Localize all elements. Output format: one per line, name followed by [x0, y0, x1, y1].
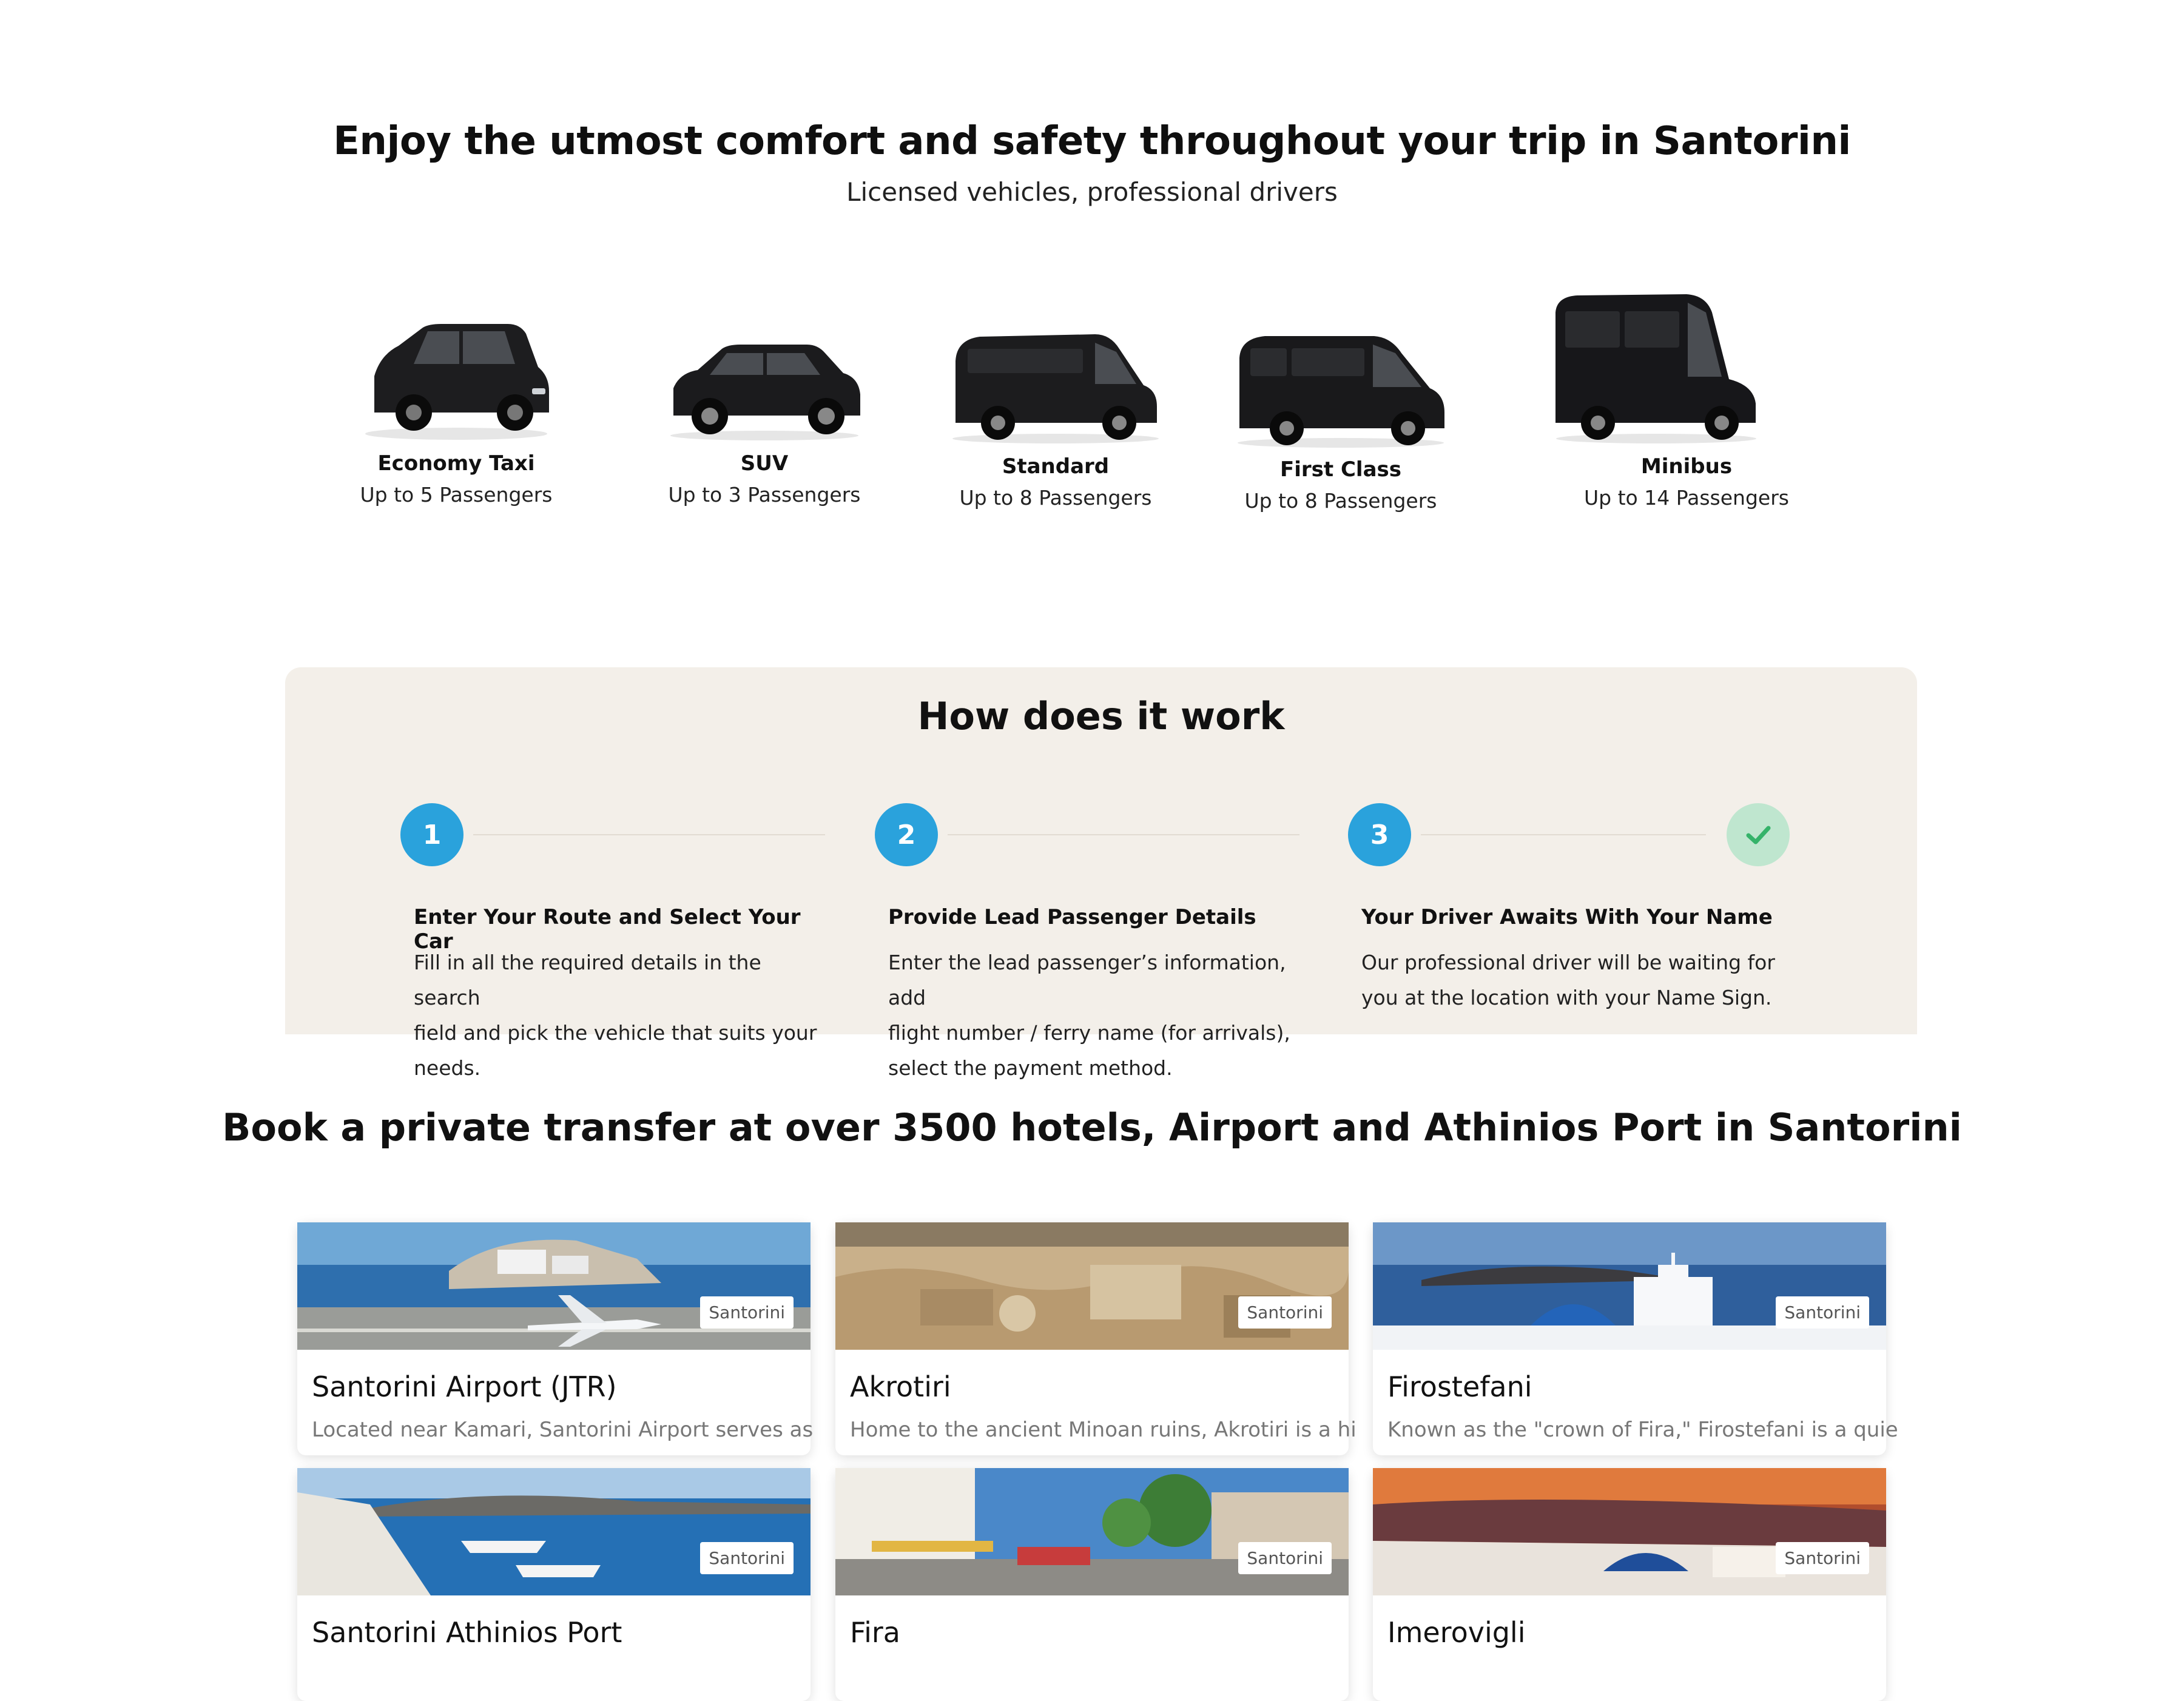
step-2-description: Enter the lead passenger’s information, add flight number / ferry name (for arrivals), select the payment method.	[888, 951, 1290, 1080]
standard-van-icon	[916, 276, 1195, 446]
destination-card-imerovigli[interactable]	[1373, 1468, 1886, 1701]
vehicle-economy-taxi	[317, 273, 596, 507]
vehicle-capacity: Up to 8 Passengers	[959, 486, 1152, 510]
vehicle-capacity: Up to 14 Passengers	[1584, 486, 1789, 510]
location-badge: Santorini	[1238, 1542, 1332, 1574]
suv-car-icon	[625, 273, 904, 443]
card-title: Santorini Athinios Port	[312, 1616, 622, 1649]
location-badge: Santorini	[700, 1296, 794, 1329]
vehicle-name: First Class	[1280, 457, 1401, 482]
destination-card-firostefani[interactable]	[1373, 1222, 1898, 1455]
step-connector	[473, 834, 825, 835]
book-title: Book a private transfer at over 3500 hotels, Airport and Athinios Port in Santorini	[222, 1105, 1962, 1150]
athinios-port-image	[297, 1468, 811, 1595]
economy-taxi-car-icon	[317, 273, 596, 443]
destination-card-airport[interactable]	[297, 1222, 814, 1455]
hero-subtitle: Licensed vehicles, professional drivers	[846, 177, 1338, 207]
location-badge: Santorini	[1776, 1542, 1869, 1574]
step-3-description: Our professional driver will be waiting for you at the location with your Name Sign.	[1361, 951, 1775, 1009]
vehicle-name: SUV	[740, 451, 789, 476]
card-title: Imerovigli	[1387, 1616, 1526, 1649]
akrotiri-image	[835, 1222, 1349, 1350]
how-it-works-section	[285, 667, 1917, 1080]
card-description: Known as the "crown of Fira," Firostefani is a quie	[1387, 1418, 1898, 1442]
location-badge: Santorini	[1776, 1296, 1869, 1329]
destination-card-akrotiri[interactable]	[835, 1222, 1357, 1455]
vehicle-first-class	[1201, 279, 1480, 513]
location-badge: Santorini	[700, 1542, 794, 1574]
step-2-badge: 2	[875, 803, 938, 866]
step-1-badge: 1	[400, 803, 463, 866]
card-title: Santorini Airport (JTR)	[312, 1370, 617, 1403]
step-3-badge: 3	[1348, 803, 1411, 866]
first-class-van-icon	[1201, 279, 1480, 449]
card-title: Firostefani	[1387, 1370, 1532, 1403]
vehicle-capacity: Up to 8 Passengers	[1244, 489, 1437, 513]
hero-title: Enjoy the utmost comfort and safety throughout your trip in Santorini	[333, 119, 1851, 164]
airport-image	[297, 1222, 811, 1350]
destination-card-fira[interactable]	[835, 1468, 1349, 1701]
vehicle-suv	[625, 273, 904, 507]
vehicle-capacity: Up to 5 Passengers	[360, 483, 553, 507]
vehicle-name: Standard	[1002, 454, 1110, 479]
how-title: How does it work	[917, 694, 1285, 738]
step-3-title: Your Driver Awaits With Your Name	[1361, 905, 1773, 929]
card-description: Located near Kamari, Santorini Airport serves as	[312, 1418, 814, 1442]
vehicle-standard	[916, 276, 1195, 510]
vehicle-name: Economy Taxi	[377, 451, 535, 476]
step-connector	[1421, 834, 1706, 835]
location-badge: Santorini	[1238, 1296, 1332, 1329]
step-2-title: Provide Lead Passenger Details	[888, 905, 1256, 929]
vehicle-name: Minibus	[1640, 454, 1733, 479]
firostefani-image	[1373, 1222, 1886, 1350]
minibus-icon	[1547, 276, 1826, 446]
checkmark-icon	[1727, 803, 1790, 866]
step-1-description: Fill in all the required details in the search field and pick the vehicle that suits your needs.	[414, 951, 817, 1080]
step-connector	[948, 834, 1299, 835]
destination-card-athinios-port[interactable]	[297, 1468, 811, 1701]
card-description: Home to the ancient Minoan ruins, Akrotiri is a hi	[850, 1418, 1357, 1442]
vehicle-minibus	[1547, 276, 1826, 510]
imerovigli-image	[1373, 1468, 1886, 1595]
vehicle-capacity: Up to 3 Passengers	[668, 483, 861, 507]
fira-image	[835, 1468, 1349, 1595]
card-title: Akrotiri	[850, 1370, 951, 1403]
step-1-title: Enter Your Route and Select Your Car	[414, 905, 801, 954]
card-title: Fira	[850, 1616, 900, 1649]
